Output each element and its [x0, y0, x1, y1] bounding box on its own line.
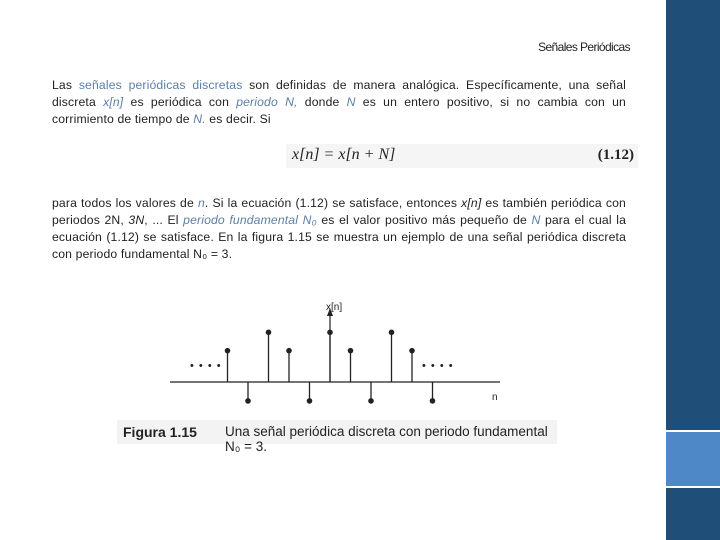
text-run: es un entero positivo, si no cambia con un corrimiento de tiempo de	[52, 95, 626, 126]
figure-caption-label: Figura 1.15	[123, 424, 197, 440]
text-run: x[n]	[461, 196, 482, 210]
stem-marker	[368, 398, 374, 404]
highlight-term: N	[531, 213, 541, 227]
ellipsis-left: • • • •	[190, 360, 222, 372]
text-run: es el valor positivo más pequeño de	[316, 213, 532, 227]
text-run: Las	[52, 78, 79, 92]
ellipsis-right: • • • •	[422, 360, 454, 372]
equation-expression: x[n] = x[n + N]	[292, 146, 396, 163]
text-run: . Si la ecuación (1.12) se satisface, entonces	[204, 196, 462, 210]
slide-title: Señales Periódicas	[538, 40, 630, 54]
stem-marker	[286, 348, 292, 354]
x-axis-label: n	[492, 392, 498, 403]
equation-number: (1.12)	[597, 147, 634, 163]
stem-marker	[225, 348, 231, 354]
text-run: donde	[297, 95, 347, 109]
text-run: para el cual la ecuación (1.12) se satisface. En la figura 1.15 se muestra un ejemplo de una señal periódica discreta con periodo fundamental N₀ = 3.	[52, 213, 627, 261]
figure-caption	[117, 420, 557, 454]
stems-group	[225, 330, 436, 404]
highlight-term: señales periódicas discretas	[78, 78, 243, 92]
text-run: es decir. Si	[205, 112, 271, 126]
stem-marker	[266, 330, 272, 336]
highlight-term: periodo fundamental N₀	[183, 213, 317, 227]
text-run: son definidas de manera analógica. Específicamente, una señal discreta	[52, 78, 626, 109]
stem-marker	[348, 348, 354, 354]
text-run: es también periódica con periodos 2N,	[52, 196, 626, 227]
stem-marker	[307, 398, 313, 404]
equation-image	[286, 144, 638, 168]
paragraph-fundamental-period	[52, 195, 626, 263]
stem-marker	[327, 330, 333, 336]
highlight-term: x[n]	[103, 95, 124, 109]
highlight-term: n	[197, 196, 205, 210]
sidebar-divider	[666, 486, 720, 488]
text-run: es periódica con	[123, 95, 237, 109]
paragraph-definition	[52, 77, 626, 128]
sidebar-accent-block	[666, 432, 720, 486]
highlight-term: N	[346, 95, 356, 109]
y-axis-label: x[n]	[326, 302, 343, 313]
stem-marker	[430, 398, 436, 404]
highlight-term: periodo N,	[236, 95, 298, 109]
text-run: , ... El	[144, 213, 184, 227]
sidebar-decoration	[666, 0, 720, 540]
text-run: para todos los valores de	[52, 196, 198, 210]
stem-plot-figure	[170, 296, 510, 412]
text-run: 3N	[128, 213, 145, 227]
figure-caption-text: Una señal periódica discreta con periodo fundamental N₀ = 3.	[225, 424, 548, 454]
highlight-term: N.	[193, 112, 206, 126]
stem-marker	[409, 348, 415, 354]
stem-marker	[245, 398, 251, 404]
stem-marker	[389, 330, 395, 336]
